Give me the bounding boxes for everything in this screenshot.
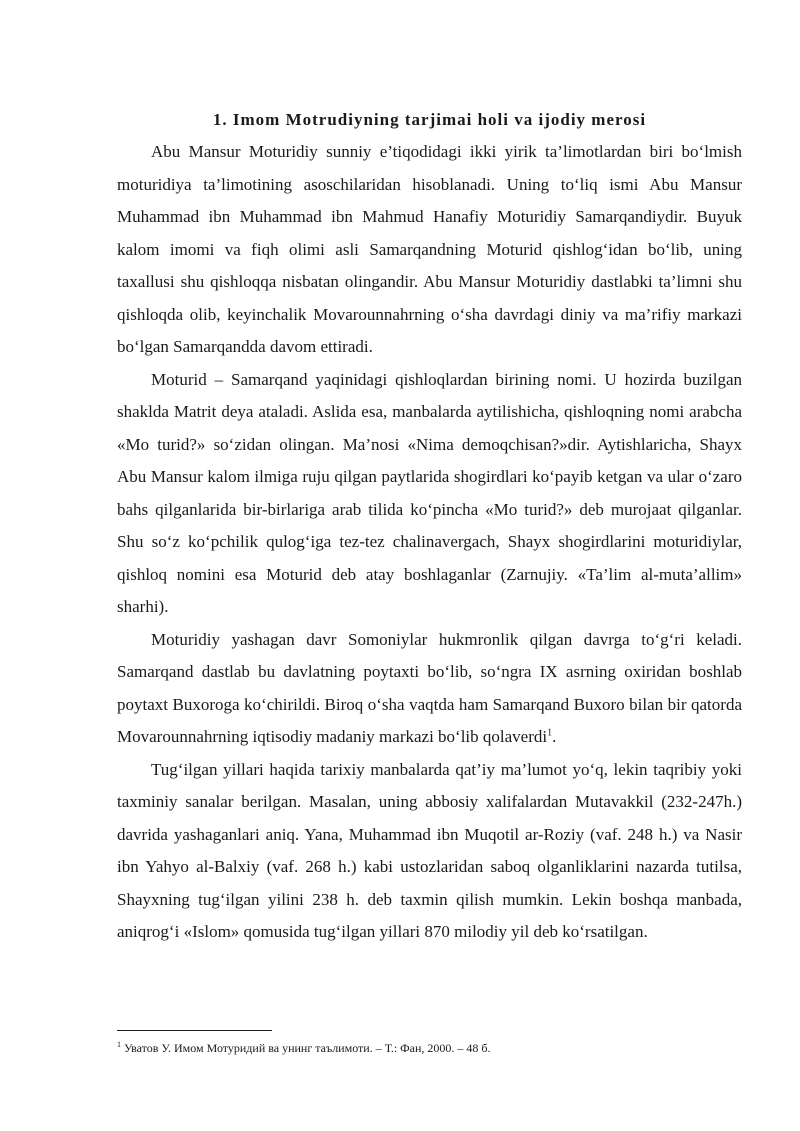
footnote-reference[interactable]: 1 — [547, 727, 553, 739]
paragraph-3-text: Moturidiy yashagan davr Somoniylar hukmronlik qilgan davrga to‘g‘ri keladi. Samarqand dastlab bu davlatning poytaxti bo‘lib, so‘ngra IX asrning oxiridan boshlab poytaxt Buxoroga ko‘chirildi. Biroq o‘sha vaqtda ham Samarqand Buxoro bilan bir qatorda Movarounnahrning iqtisodiy madaniy markazi bo‘lib qolaverdi — [117, 629, 742, 746]
footnote-mark: 1 — [117, 1040, 121, 1049]
paragraph-3-end: . — [552, 727, 557, 746]
paragraph-4 — [117, 754, 742, 949]
footnote — [117, 1040, 742, 1056]
paragraph-3 — [117, 624, 742, 754]
paragraph-4-text: Tug‘ilgan yillari haqida tarixiy manbalarda qat’iy ma’lumot yo‘q, lekin taqribiy yoki taxminiy sanalar berilgan. Masalan, uning abbosiy xalifalardan Mutavakkil (232-247h.) davrida yashaganlari aniq. Yana, Muhammad ibn Muqotil ar-Roziy (vaf. 248 h.) va Nasir ibn Yahyo al-Balxiy (vaf. 268 h.) kabi ustozlaridan saboq olganliklarini nazarda tutilsa, Shayxning tug‘ilgan yilini 238 h. deb taxmin qilish mumkin. Lekin boshqa manbada, aniqrog‘i «Islom» qomusida tug‘ilgan yillari 870 milodiy yil deb ko‘rsatilgan. — [117, 759, 742, 941]
document-body — [117, 104, 742, 949]
paragraph-1 — [117, 136, 742, 364]
paragraph-2-text: Moturid – Samarqand yaqinidagi qishloqlardan birining nomi. U hozirda buzilgan shaklda Matrit deya ataladi. Aslida esa, manbalarda aytilishicha, qishloqning nomi arabcha «Mo turid?» so‘zidan olingan. Ma’nosi «Nima demoqchisan?»dir. Aytishlaricha, Shayx Abu Mansur kalom ilmiga ruju qilgan paytlarida shogirdlari ko‘payib ketgan va ular o‘zaro bahs qilganlarida bir-birlariga arab tilida ko‘pincha «Mo turid?» deb murojaat qilganlar. Shu so‘z ko‘pchilik qulog‘iga tez-tez chalinavergach, Shayx shogirdlarini moturidiylar, qishloq nomini esa Moturid deb atay boshlaganlar (Zarnujiy. «Ta’lim al-muta’allim» sharhi). — [117, 369, 742, 616]
paragraph-2 — [117, 364, 742, 624]
footnote-text: Уватов У. Имом Мотуридий ва унинг таълимоти. – Т.: Фан, 2000. – 48 б. — [121, 1041, 491, 1055]
footnote-separator — [117, 1030, 272, 1031]
paragraph-1-text: Abu Mansur Moturidiy sunniy e’tiqodidagi ikki yirik ta’limotlardan biri bo‘lmish moturidiya ta’limotining asoschilaridan hisoblanadi. Uning to‘liq ismi Abu Mansur Muhammad ibn Muhammad ibn Mahmud Hanafiy Moturidiy Samarqandiydir. Buyuk kalom imomi va fiqh olimi asli Samarqandning Moturid qishlog‘idan bo‘lib, uning taxallusi shu qishloqqa nisbatan olingandir. Abu Mansur Moturidiy dastlabki ta’limni shu qishloqda olib, keyinchalik Movarounnahrning o‘sha davrdagi diniy va ma’rifiy markazi bo‘lgan Samarqandda davom ettiradi. — [117, 142, 742, 356]
section-title: 1. Imom Motrudiyning tarjimai holi va ijodiy merosi — [212, 110, 647, 129]
